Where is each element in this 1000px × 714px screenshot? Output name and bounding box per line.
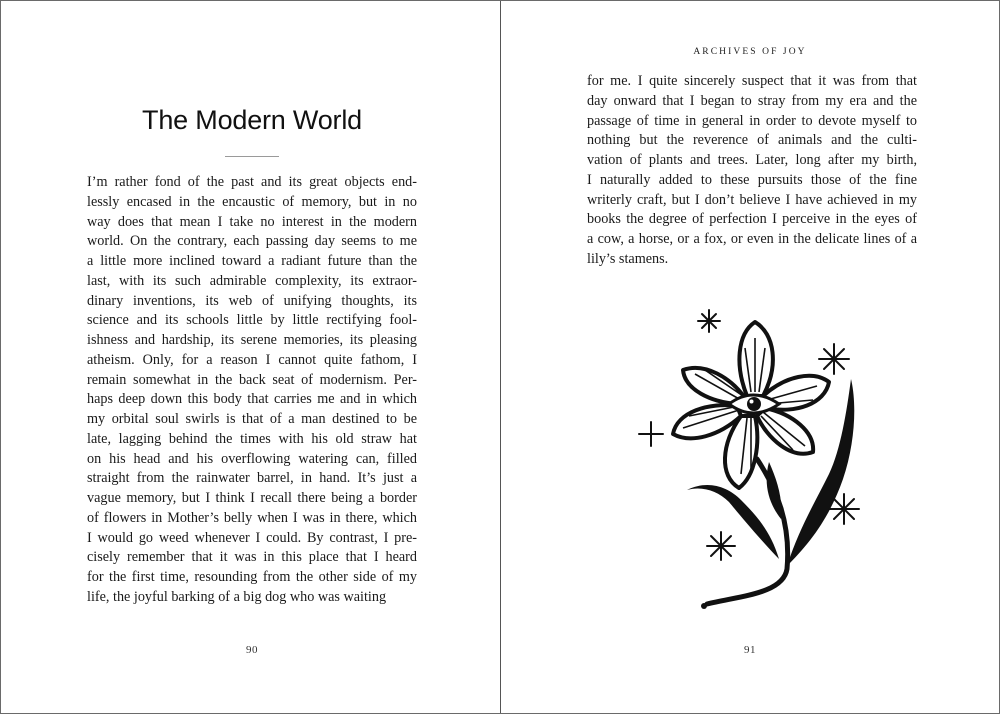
left-body-text <box>87 173 417 608</box>
text-line: life, the joyful barking of a big dog who was waiting <box>87 588 387 605</box>
title-divider <box>225 156 279 157</box>
text-line: late, lagging behind the times with his old straw hat <box>87 430 417 447</box>
page-number-left: 90 <box>246 644 258 656</box>
text-line: I naturally added to these pursuits those of the fine <box>587 171 917 188</box>
text-line: atheism. Only, for a reason I cannot quite fathom, I <box>87 351 417 368</box>
text-line: cisely remember that it was in this place that I heard <box>87 549 417 566</box>
text-line: lessly encased in the encaustic of memory, but in no <box>87 193 417 210</box>
text-line: books the degree of perfection I perceive in the eyes of <box>587 211 917 228</box>
text-line: science and its schools little by little rectifying fool- <box>87 312 417 329</box>
running-head: ARCHIVES OF JOY <box>693 47 807 57</box>
text-line: I would go weed whenever I could. By contrast, I pre- <box>87 529 417 546</box>
text-line: for me. I quite sincerely suspect that it was from that <box>587 73 917 89</box>
text-line: for the first time, resounding from the other side of my <box>87 569 417 585</box>
page-number-right: 91 <box>744 644 756 656</box>
text-line: on his head and his overflowing watering can, filled <box>87 450 417 467</box>
text-line: straight from the rainwater barrel, in hand. It’s just a <box>87 470 417 487</box>
text-line: lily’s stamens. <box>587 250 669 267</box>
text-line: a little more inclined toward a radiant future than the <box>87 253 417 269</box>
right-body-text <box>587 72 917 270</box>
text-line: way does that mean I take no interest in the modern <box>87 213 417 230</box>
text-line: haps deep down this body that carries me and in which <box>87 391 417 408</box>
text-line: writerly craft, but I don’t believe I have achieved in my <box>587 191 917 208</box>
text-line: of flowers in Mother’s belly when I was in there, which <box>87 509 417 526</box>
text-line: a cow, a horse, or a fox, or even in the delicate lines of a <box>587 231 917 247</box>
text-line: day onward that I began to stray from my era and the <box>587 92 917 109</box>
text-line: passage of time in general in order to devote myself to <box>587 112 917 129</box>
text-line: nothing but the reverence of animals and the culti- <box>587 132 917 149</box>
text-line: vague memory, but I think I recall there being a border <box>87 490 417 506</box>
text-line: world. On the contrary, each passing day seems to me <box>87 233 417 250</box>
eye-flower-icon <box>629 304 869 616</box>
text-line: ishness and hardship, its serene memories, its pleasing <box>87 332 417 348</box>
text-line: vation of plants and trees. Later, long after my birth, <box>587 152 917 168</box>
text-line: I’m rather fond of the past and its great objects end- <box>87 174 417 190</box>
text-line: dinary inventions, its web of unifying thoughts, its <box>87 292 417 309</box>
left-page <box>1 1 500 713</box>
text-line: remain somewhat in the back seat of modernism. Per- <box>87 371 417 388</box>
chapter-title: The Modern World <box>142 105 362 135</box>
right-page <box>501 1 999 713</box>
text-line: last, with its such admirable complexity, its extraor- <box>87 272 417 289</box>
text-line: my orbital soul swirls is that of a man destined to be <box>87 411 417 427</box>
